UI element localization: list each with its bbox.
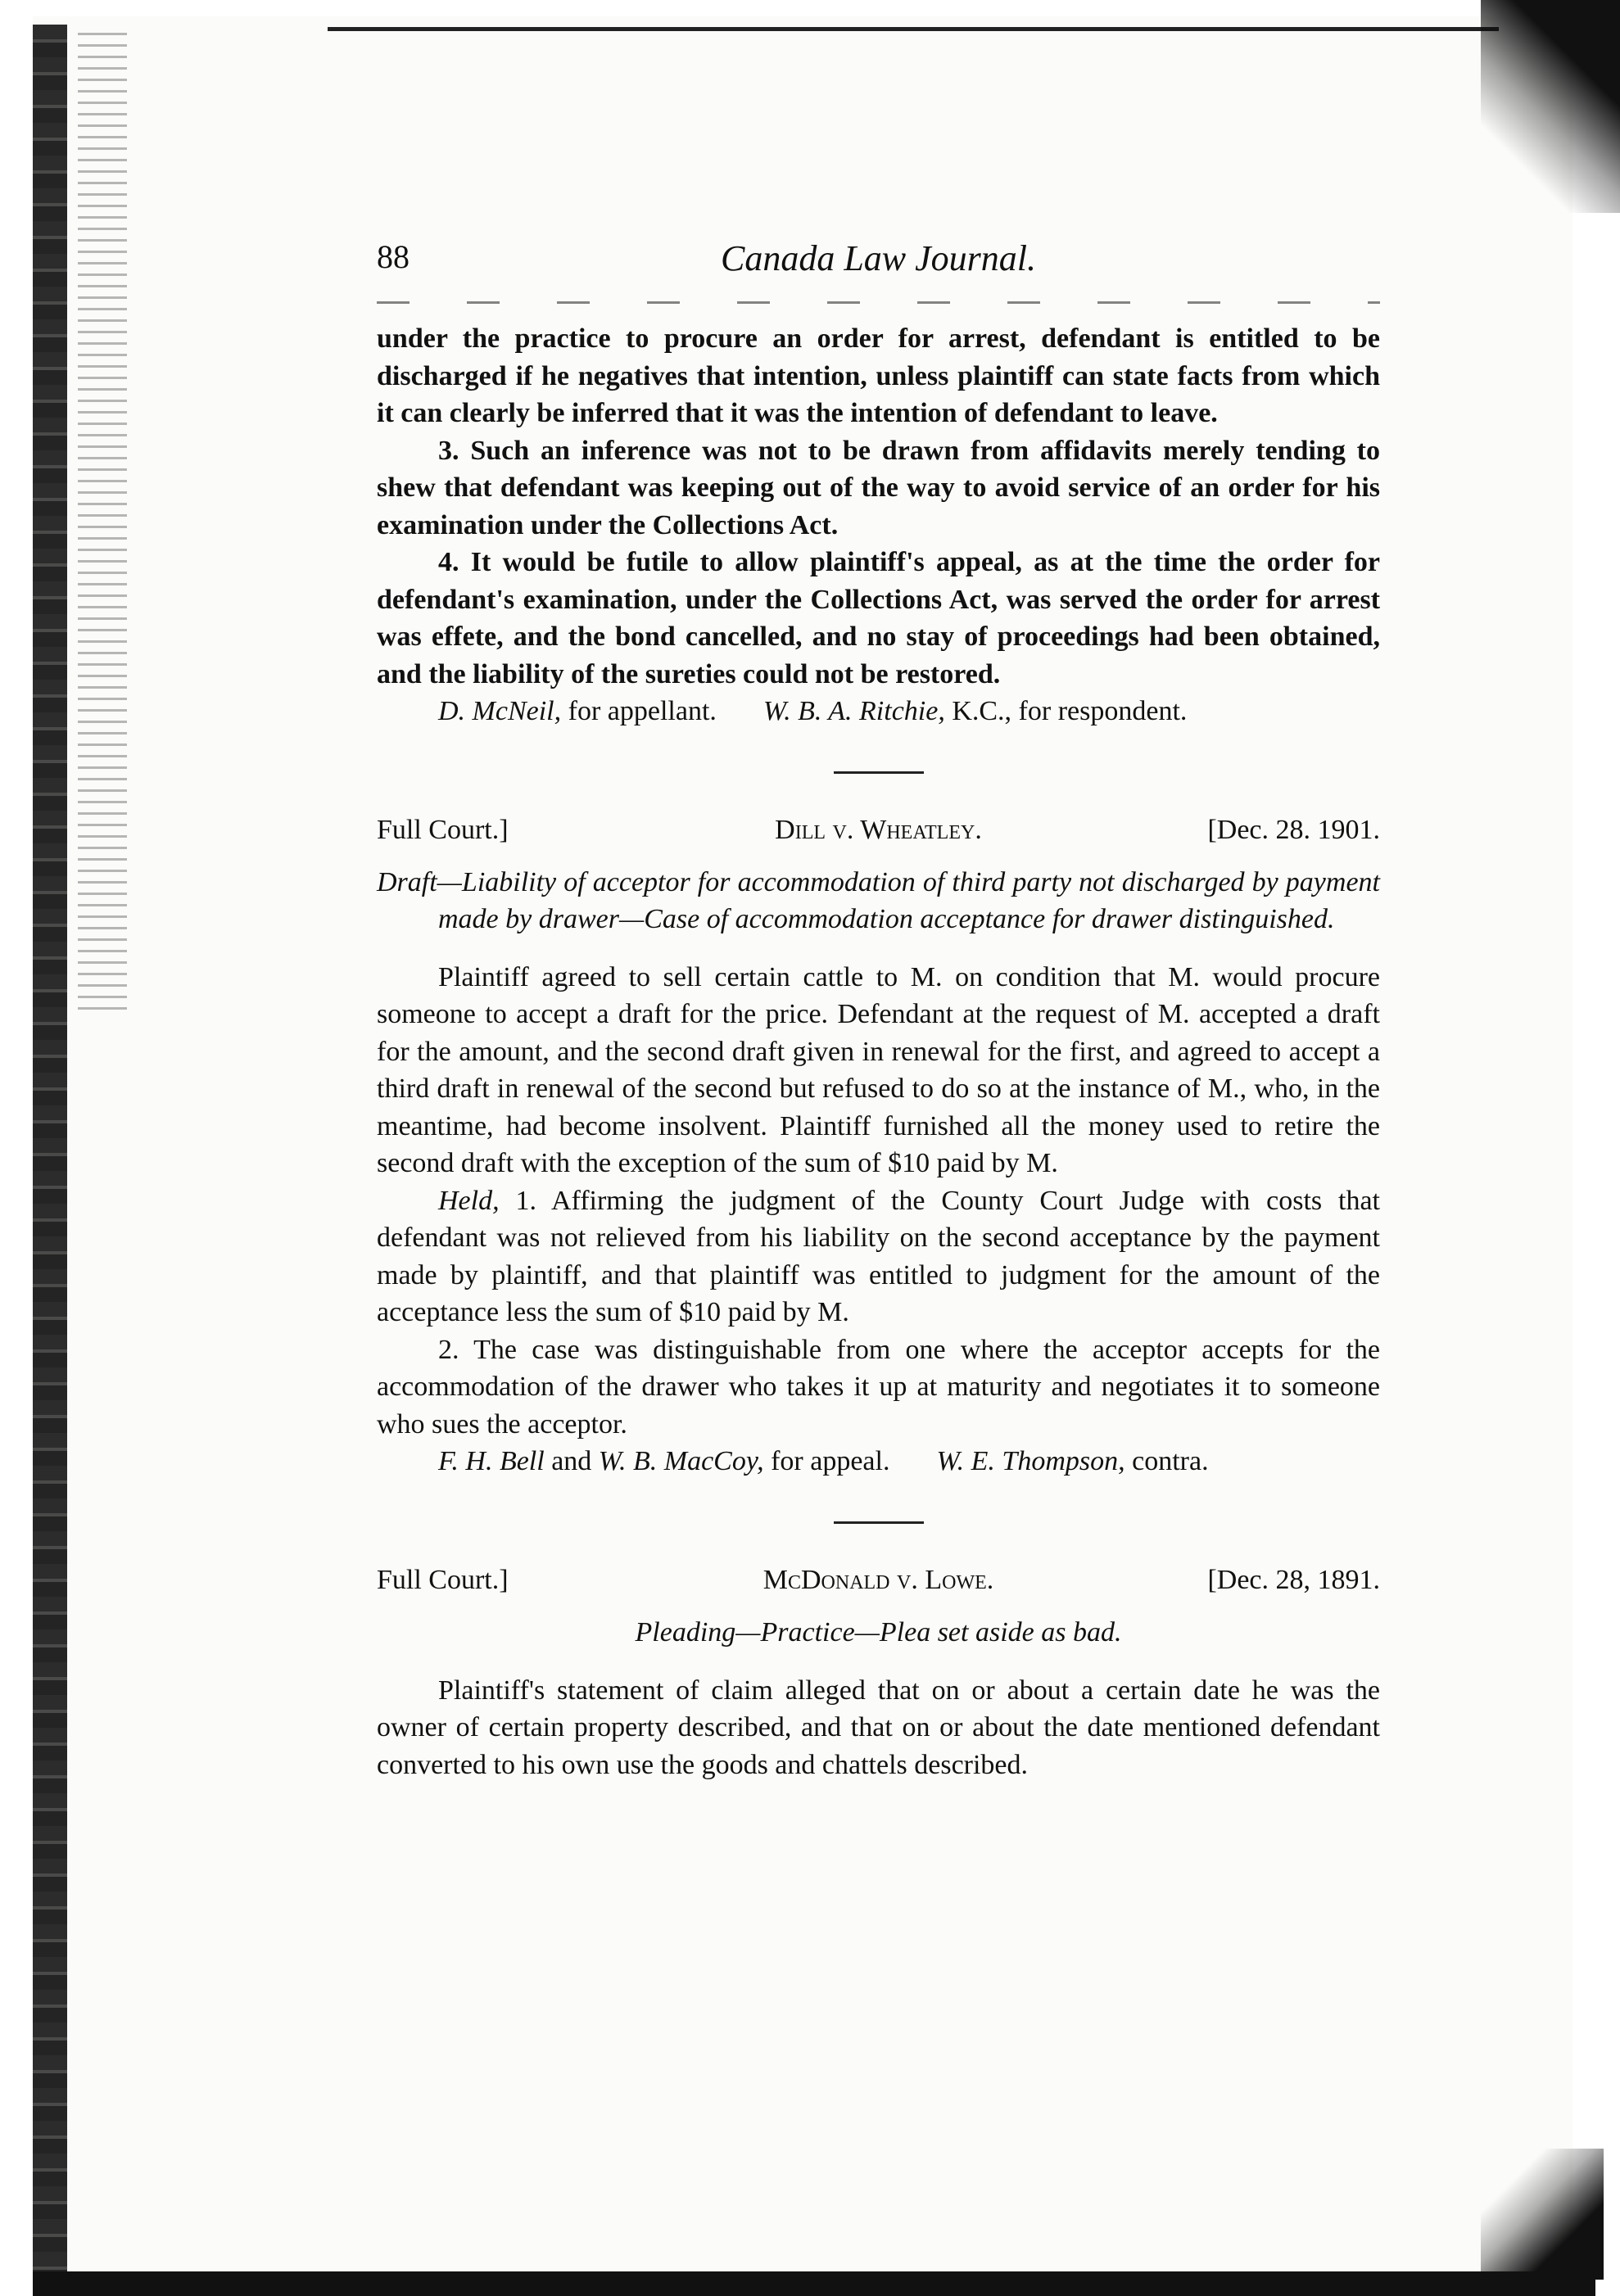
case2-court: Full Court.] xyxy=(377,814,509,845)
counsel-appeal-1: F. H. Bell xyxy=(438,1446,545,1476)
binding-edge-texture xyxy=(78,33,127,1015)
case1-holding-4: 4. It would be futile to allow plaintiff's appeal, as at the time the order for defendant's examination, under the Collections Act, was served the order for arrest was effete, and the bond cancelled, and no stay of proceedings had been obtained, and the liability of the sureties could not be restored. xyxy=(377,547,1380,689)
case3-heading xyxy=(377,1565,1380,1614)
case1-counsel xyxy=(377,693,1380,730)
case3-headnote: Pleading—Practice—Plea set aside as bad. xyxy=(635,1616,1122,1647)
running-title: Canada Law Journal. xyxy=(720,238,1037,278)
case3-date: [Dec. 28, 1891. xyxy=(1207,1564,1380,1595)
case1-continued-paragraph: under the practice to procure an order for arrest, defendant is entitled to be discharged if he negatives that intention, unless plaintiff can state facts from which it can clearly be inferred that it was the intention of defendant to leave. xyxy=(377,323,1380,428)
header-rule xyxy=(377,301,1380,304)
counsel-contra-role: contra. xyxy=(1132,1446,1209,1476)
counsel-appellant-role: for appellant. xyxy=(568,696,717,726)
case2-holding-2: 2. The case was distinguishable from one where the acceptor accepts for the accommodation of the drawer who takes it up at maturity and negotiates it to someone who sues the acceptor. xyxy=(377,1334,1380,1440)
page-number: 88 xyxy=(377,238,410,275)
case2-holding-1 xyxy=(377,1182,1380,1331)
case2-heading xyxy=(377,815,1380,864)
case1-holding-3: 3. Such an inference was not to be drawn from affidavits merely tending to shew that defendant was keeping out of the way to avoid service of an order for his examination under the Collections Act. xyxy=(377,435,1380,540)
book-spine-shadow xyxy=(33,25,67,2276)
bottom-scan-edge xyxy=(33,2271,1595,2296)
counsel-appeal-2: W. B. MacCoy, xyxy=(598,1446,764,1476)
case3-name: McDonald v. Lowe. xyxy=(762,1564,994,1595)
counsel-respondent-name: W. B. A. Ritchie, xyxy=(762,696,945,726)
top-scan-edge xyxy=(328,27,1499,31)
held-label: Held, xyxy=(438,1185,500,1216)
case2-counsel xyxy=(377,1443,1380,1480)
counsel-and: and xyxy=(551,1446,592,1476)
counsel-appellant-name: D. McNeil, xyxy=(438,696,562,726)
counsel-respondent-role: K.C., for respondent. xyxy=(952,696,1188,726)
case3-court: Full Court.] xyxy=(377,1564,509,1595)
case3-facts: Plaintiff's statement of claim alleged that on or about a certain date he was the owner of certain property described, and that on or about the date mentioned defendant converted to his own use the goods and chattels described. xyxy=(377,1675,1380,1780)
case2-holding-1-text: 1. Affirming the judgment of the County Court Judge with costs that defendant was not relieved from his liability on the second acceptance by the payment made by plaintiff, and that plaintiff was entitled to judgment for the amount of the acceptance less the sum of $10 paid by M. xyxy=(377,1185,1380,1327)
top-right-corner-shadow xyxy=(1481,0,1620,213)
bottom-right-corner-shadow xyxy=(1481,2149,1604,2280)
counsel-appeal-role: for appeal. xyxy=(771,1446,890,1476)
case2-date: [Dec. 28. 1901. xyxy=(1207,814,1380,845)
case2-name: Dill v. Wheatley. xyxy=(775,814,982,845)
case2-headnote: Draft—Liability of acceptor for accommodation of third party not discharged by payment made by drawer—Case of accommodation acceptance for drawer distinguished. xyxy=(377,866,1380,934)
case-separator-rule xyxy=(834,1521,924,1524)
counsel-contra-name: W. E. Thompson, xyxy=(936,1446,1125,1476)
case-separator-rule xyxy=(834,771,924,774)
page-header xyxy=(377,229,1380,295)
case2-facts: Plaintiff agreed to sell certain cattle to M. on condition that M. would procure someone to accept a draft for the price. Defendant at the request of M. accepted a draft for the amount, and the second draft given in renewal for the first, and agreed to accept a third draft in renewal of the second but refused to do so at the instance of M., who, in the meantime, had become insolvent. Plaintiff furnished all the money used to retire the second draft with the exception of the sum of $10 paid by M. xyxy=(377,961,1380,1178)
page-content xyxy=(377,229,1380,1783)
